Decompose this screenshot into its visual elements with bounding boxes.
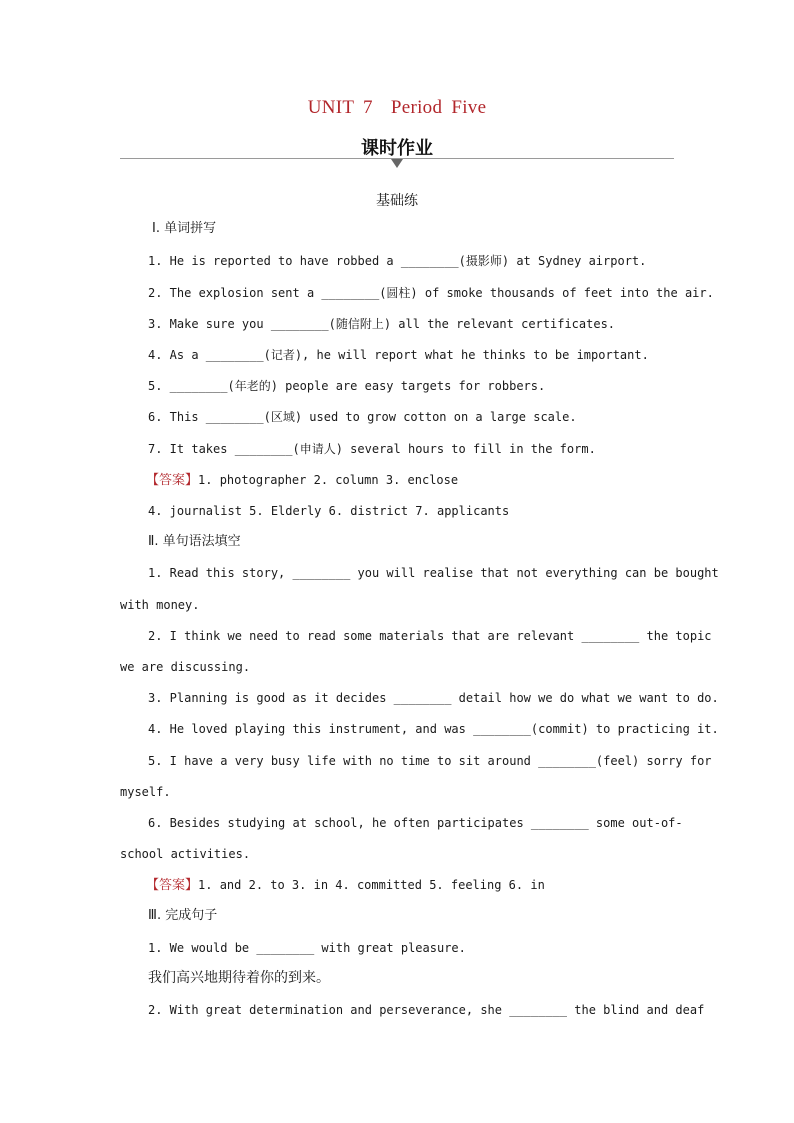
- part2-item-6-cont: school activities.: [120, 847, 251, 861]
- part1-item-7: 7. It takes ________(申请人) several hours to fill in the form.: [148, 442, 596, 456]
- triangle-marker-icon: [391, 159, 403, 168]
- part2-answers: 【答案】1. and 2. to 3. in 4. committed 5. feeling 6. in: [146, 878, 545, 893]
- part2-item-1-cont: with money.: [120, 598, 200, 612]
- part2-item-2: 2. I think we need to read some materials that are relevant ________ the topic: [148, 629, 712, 643]
- part1-item-2: 2. The explosion sent a ________(圆柱) of smoke thousands of feet into the air.: [148, 286, 714, 300]
- homework-title: 课时作业: [361, 138, 433, 159]
- part3-item-1: 1. We would be ________ with great pleasure.: [148, 941, 466, 955]
- part2-heading: Ⅱ. 单句语法填空: [148, 534, 241, 549]
- part2-item-3: 3. Planning is good as it decides ________ detail how we do what we want to do.: [148, 691, 719, 705]
- part3-item-1-translation: 我们高兴地期待着你的到来。: [148, 970, 330, 986]
- part2-item-4: 4. He loved playing this instrument, and was ________(commit) to practicing it.: [148, 722, 719, 736]
- unit-title: UNIT 7 Period Five: [307, 97, 487, 118]
- part3-item-2: 2. With great determination and perseverance, she ________ the blind and deaf: [148, 1003, 705, 1017]
- part1-item-6: 6. This ________(区域) used to grow cotton on a large scale.: [148, 410, 577, 424]
- part1-heading: Ⅰ. 单词拼写: [152, 221, 217, 236]
- part2-item-2-cont: we are discussing.: [120, 660, 251, 674]
- part1-item-5: 5. ________(年老的) people are easy targets for robbers.: [148, 379, 546, 393]
- answer-tag: 【答案】: [146, 878, 199, 893]
- part1-answers-cont: 4. journalist 5. Elderly 6. district 7. applicants: [148, 504, 510, 518]
- part1-item-3: 3. Make sure you ________(随信附上) all the relevant certificates.: [148, 317, 616, 331]
- part2-item-5-cont: myself.: [120, 785, 171, 799]
- part2-item-5: 5. I have a very busy life with no time to sit around ________(feel) sorry for: [148, 754, 712, 768]
- part1-item-1: 1. He is reported to have robbed a ________(摄影师) at Sydney airport.: [148, 254, 647, 268]
- part3-heading: Ⅲ. 完成句子: [148, 908, 218, 923]
- part2-item-1: 1. Read this story, ________ you will realise that not everything can be bought: [148, 566, 719, 580]
- part1-answers: 【答案】1. photographer 2. column 3. enclose: [146, 473, 459, 488]
- part1-item-4: 4. As a ________(记者), he will report what he thinks to be important.: [148, 348, 649, 362]
- answer-tag: 【答案】: [146, 473, 199, 488]
- part2-item-6: 6. Besides studying at school, he often participates ________ some out-of-: [148, 816, 683, 830]
- section-title: 基础练: [376, 193, 418, 209]
